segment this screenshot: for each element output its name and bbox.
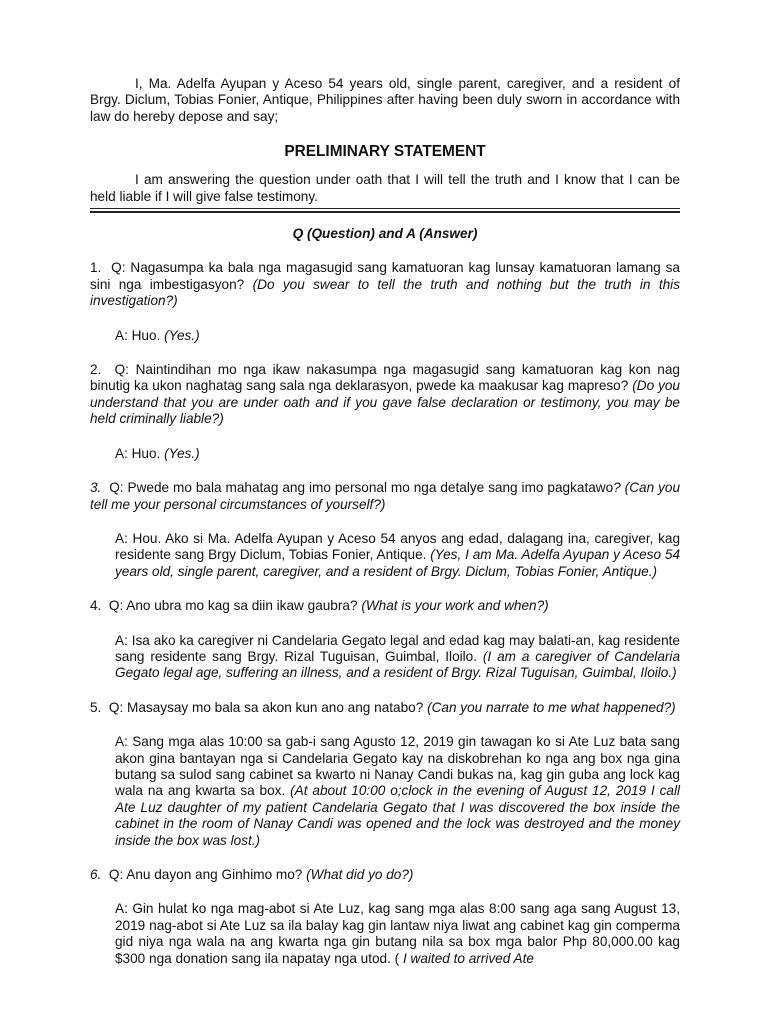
question-5: 5. Q: Masaysay mo bala sa akon kun ano ang natabo? (Can you narrate to me what happened?) <box>90 699 676 715</box>
document-body <box>90 76 680 967</box>
question-4: 4. Q: Ano ubra mo kag sa diin ikaw gaubra? (What is your work and when?) <box>90 598 549 614</box>
question-6: 6. Q: Anu dayon ang Ginhimo mo? (What did yo do?) <box>90 867 414 882</box>
answer-3: A: Hou. Ako si Ma. Adelfa Ayupan y Aceso 54 anyos ang edad, dalagang ina, caregiver, kag residente sang Brgy Diclum, Tobias Fonier, Antique. (Yes, I am Ma. Adelfa Ayupan y Aceso 54 years old, single parent, caregiver, and a resident of Brgy. Diclum, Tobias Fonier, Antique.) <box>115 530 680 579</box>
question-3: 3. Q: Pwede mo bala mahatag ang imo personal mo nga detalye sang imo pagkatawo? (Can you tell me your personal circumstances of yourself?) <box>90 480 680 512</box>
section-heading: PRELIMINARY STATEMENT <box>284 143 486 161</box>
answer-5: A: Sang mga alas 10:00 sa gab-i sang Agusto 12, 2019 gin tawagan ko si Ate Luz bata sang akon gina bantayan nga si Candelaria Gegato kay na diskobrehan ko nga ang box nga gina butang sa sulod sang cabinet sa kwarto ni Nanay Candi bukas na, kag gin guba ang lock kag wala na ang kwarta sa box. (At about 10:00 o;clock in the evening of August 12, 2019 I call Ate Luz daughter of my patient Candelaria Gegato that I was discovered the box inside the cabinet in the room of Nanay Candi was opened and the lock was destroyed and the money inside the box was lost.) <box>115 734 681 848</box>
question-1: 1. Q: Nagasumpa ka bala nga magasugid sang kamatuoran kag lunsay kamatuoran lamang sa sini nga imbestigasyon? (Do you swear to tell the truth and nothing but the truth in this investigation?) <box>90 260 680 309</box>
preliminary-paragraph: I am answering the question under oath that I will tell the truth and I know that I can be held liable if I will give false testimony. <box>90 172 680 204</box>
qa-subheading: Q (Question) and A (Answer) <box>292 226 478 242</box>
answer-2: A: Huo. (Yes.) <box>115 445 200 461</box>
divider-line <box>90 208 680 209</box>
question-2: 2. Q: Naintindihan mo nga ikaw nakasumpa nga magasugid sang kamatuoran kag kon nag binutig ka ukon naghatag sang sala nga deklarasyon, pwede ka maakusar kag mapreso? (Do you understand that you are under oath and if you gave false declaration or testimony, you may be held criminally liable?) <box>90 362 680 427</box>
answer-4: A: Isa ako ka caregiver ni Candelaria Gegato legal and edad kag may balati-an, kag residente sang residente sang Brgy. Rizal Tuguisan, Guimbal, Iloilo. (I am a caregiver of Candelaria Gegato legal age, suffering an illness, and a resident of Brgy. Rizal Tuguisan, Guimbal, Iloilo.) <box>115 632 680 681</box>
answer-6: A: Gin hulat ko nga mag-abot si Ate Luz, kag sang mga alas 8:00 sang aga sang August 13, 2019 nag-abot si Ate Luz sa ila balay kag gin lantaw niya liwat ang cabinet kag gin comperma gid niya nga wala na ang kwarta nga gin butang nila sa box mga balor Php 80,000.00 kag $300 nga donation sang ila napatay nga utod. ( I waited to arrived Ate <box>115 901 680 966</box>
intro-paragraph: I, Ma. Adelfa Ayupan y Aceso 54 years old, single parent, caregiver, and a resident of Brgy. Diclum, Tobias Fonier, Antique, Philippines after having been duly sworn in accordance with law do hereby depose and say; <box>90 76 680 124</box>
answer-1: A: Huo. (Yes.) <box>115 327 200 343</box>
divider-line-thick <box>90 211 680 213</box>
